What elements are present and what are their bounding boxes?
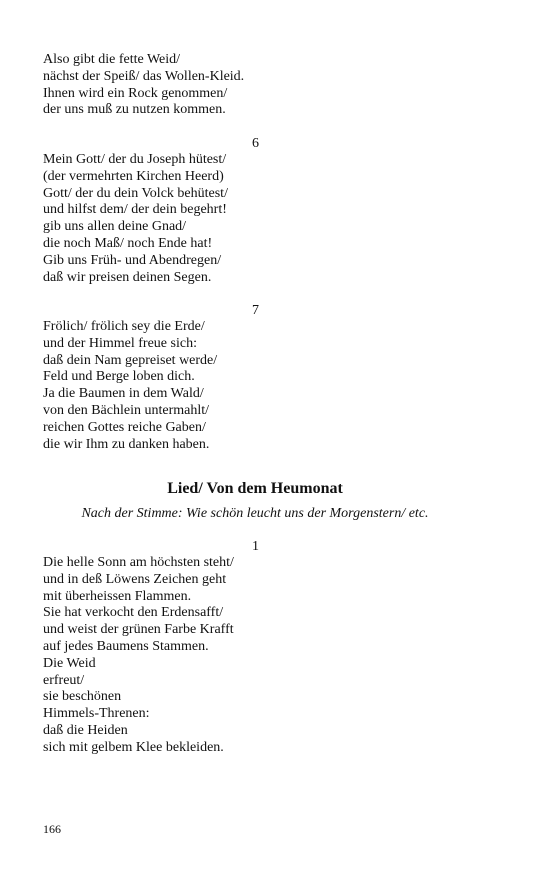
verse-line: Himmels-Threnen:: [43, 706, 150, 722]
verse-line: sich mit gelbem Klee bekleiden.: [43, 739, 224, 755]
verse-line: die wir Ihm zu danken haben.: [43, 436, 210, 452]
verse-line: und hilfst dem/ der dein begehrt!: [43, 202, 227, 218]
verse-line: erfreut/: [43, 672, 85, 688]
verse-line: Sie hat verkocht den Erdensafft/: [43, 605, 224, 621]
stanza-number: 1: [252, 539, 259, 554]
verse-line: Also gibt die fette Weid/: [43, 52, 181, 67]
verse-line: sie beschönen: [43, 689, 122, 705]
verse-line: Frölich/ frölich sey die Erde/: [43, 319, 205, 334]
song-subtitle: Nach der Stimme: Wie schön leucht uns der Morgenstern/ etc.: [81, 506, 429, 521]
stanza-7: [43, 302, 259, 453]
stanza-number: 6: [252, 136, 259, 151]
stanza-number: 7: [252, 303, 259, 318]
verse-line: und der Himmel freue sich:: [43, 335, 197, 351]
page-number: 166: [43, 822, 61, 836]
verse-line: daß dein Nam gepreiset werde/: [43, 352, 218, 368]
verse-line: und in deß Löwens Zeichen geht: [43, 571, 227, 587]
verse-line: und weist der grünen Farbe Krafft: [43, 622, 234, 638]
verse-line: Die helle Sonn am höchsten steht/: [43, 555, 234, 570]
verse-line: reichen Gottes reiche Gaben/: [43, 419, 206, 435]
verse-line: Ja die Baumen in dem Wald/: [43, 386, 204, 402]
verse-line: (der vermehrten Kirchen Heerd): [43, 168, 224, 184]
verse-line: nächst der Speiß/ das Wollen-Kleid.: [43, 68, 245, 84]
verse-line: auf jedes Baumens Stammen.: [43, 638, 209, 654]
verse-line: die noch Maß/ noch Ende hat!: [43, 235, 213, 251]
verse-line: der uns muß zu nutzen kommen.: [43, 102, 226, 118]
verse-line: mit überheissen Flammen.: [43, 588, 192, 604]
verse-line: von den Bächlein untermahlt/: [43, 402, 210, 418]
verse-line: Mein Gott/ der du Joseph hütest/: [43, 152, 227, 167]
song-title: Lied/ Von dem Heumonat: [167, 480, 343, 497]
verse-line: gib uns allen deine Gnad/: [43, 219, 187, 235]
verse-line: Gott/ der du dein Volck behütest/: [43, 185, 228, 201]
stanza-1: [43, 538, 259, 757]
verse-line: daß die Heiden: [43, 722, 128, 738]
stanza-6: [43, 135, 259, 286]
verse-line: Ihnen wird ein Rock genommen/: [43, 85, 228, 101]
stanza-continuation: [43, 52, 259, 119]
verse-line: Die Weid: [43, 655, 96, 671]
verse-line: Gib uns Früh- und Abendregen/: [43, 252, 222, 268]
verse-line: Feld und Berge loben dich.: [43, 369, 195, 385]
verse-line: daß wir preisen deinen Segen.: [43, 269, 212, 285]
